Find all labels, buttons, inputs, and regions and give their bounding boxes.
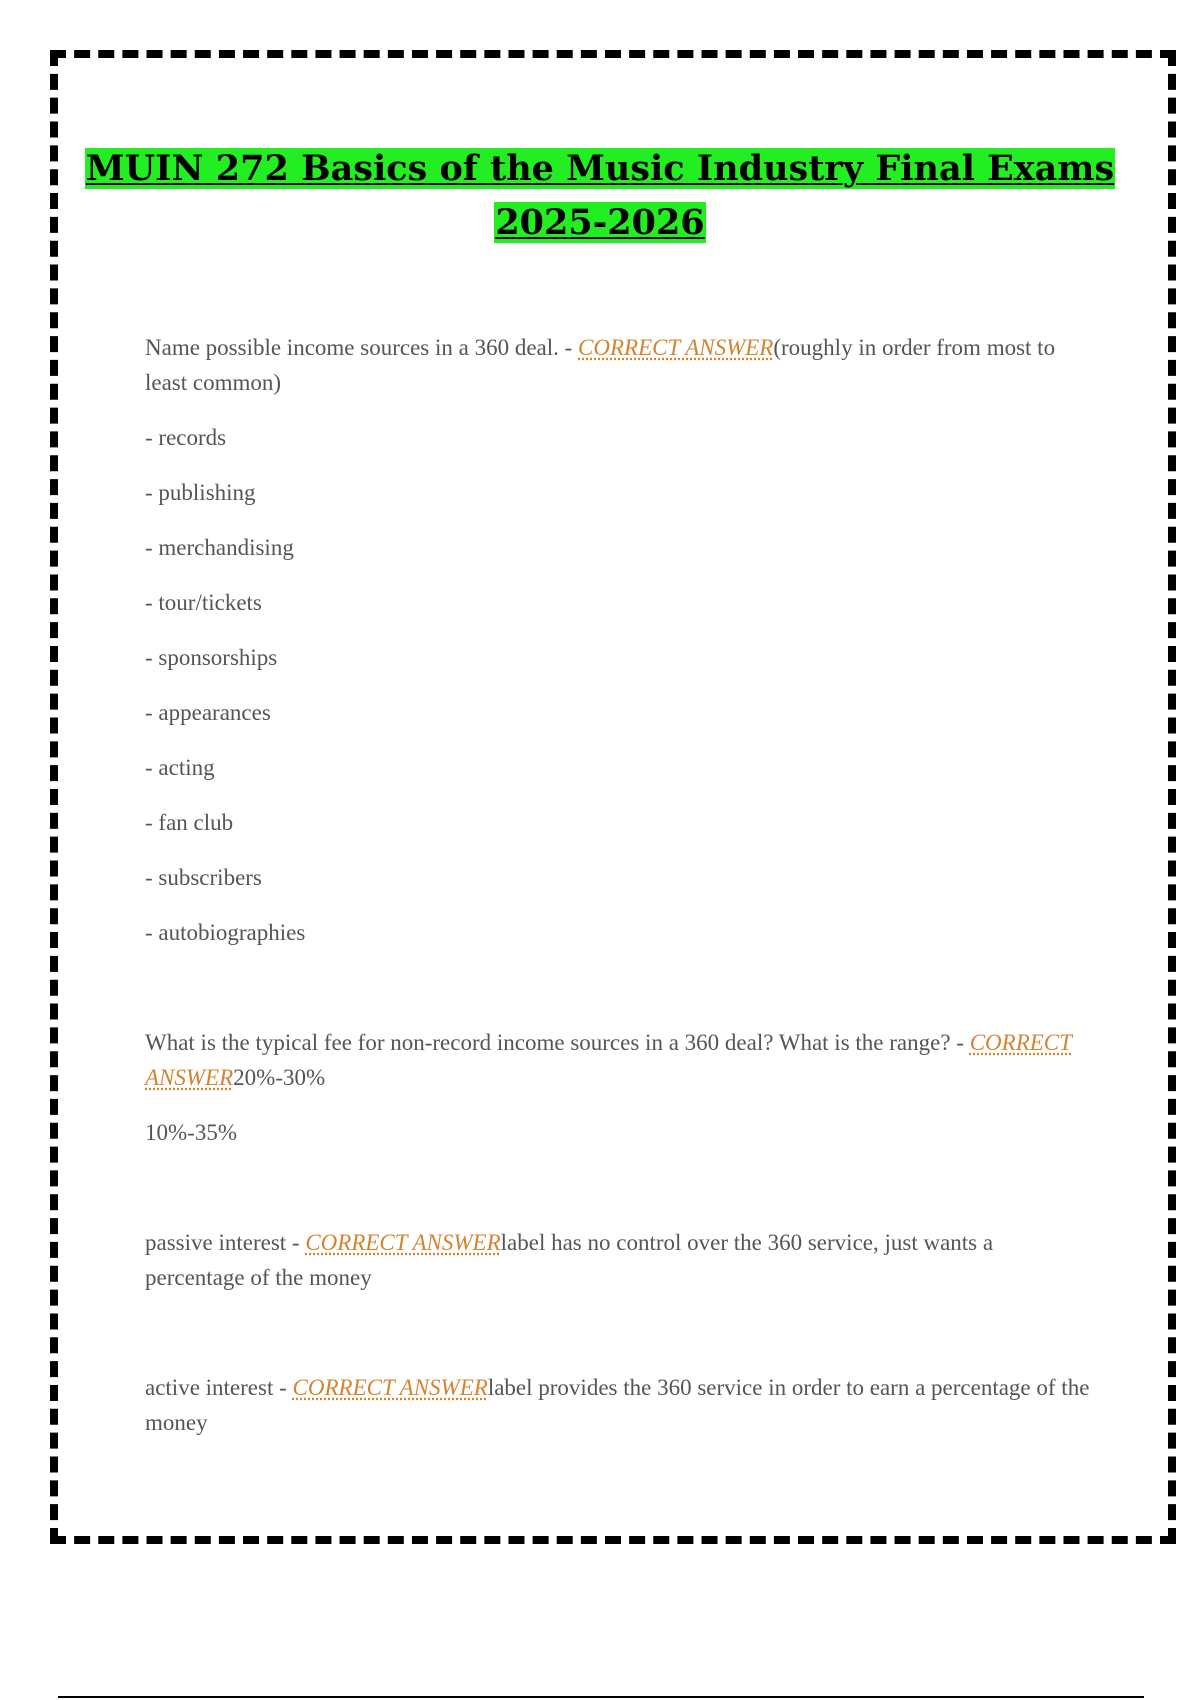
spacer	[145, 1315, 1095, 1370]
question-4	[145, 1370, 1095, 1440]
question-3	[145, 1225, 1095, 1295]
spacer	[145, 1170, 1095, 1225]
list-item: - merchandising	[145, 535, 294, 560]
list-item: - publishing	[145, 480, 256, 505]
question-1-text: Name possible income sources in a 360 deal. -	[145, 335, 579, 360]
list-item: - fan club	[145, 810, 234, 835]
question-2	[145, 1025, 1095, 1095]
list-item: - sponsorships	[145, 645, 278, 670]
question-4-text: active interest -	[145, 1375, 293, 1400]
question-1	[145, 330, 1095, 400]
title-line-1: MUIN 272 Basics of the Music Industry Final Exams	[85, 148, 1115, 189]
answer-4-text: label provides the 360 service in order to earn a percentage of the money	[145, 1375, 1090, 1435]
correct-answer-label: CORRECT ANSWER	[578, 335, 774, 360]
list-item: - acting	[145, 755, 215, 780]
question-3-text: passive interest -	[145, 1230, 306, 1255]
list-item: - autobiographies	[145, 920, 306, 945]
correct-answer-label: CORRECT ANSWER	[305, 1230, 501, 1255]
list-item: - tour/tickets	[145, 590, 262, 615]
answer-3-text: label has no control over the 360 service, just wants a percentage of the money	[145, 1230, 994, 1290]
list-item: - appearances	[145, 700, 271, 725]
footer-rule	[58, 1696, 1144, 1698]
list-item: - records	[145, 425, 227, 450]
question-2-text: What is the typical fee for non-record income sources in a 360 deal? What is the range? -	[145, 1030, 970, 1055]
list-item: - subscribers	[145, 865, 262, 890]
answer-2-text: 20%-30%	[233, 1065, 326, 1090]
document-title	[0, 142, 1200, 250]
list-item: 10%-35%	[145, 1120, 237, 1145]
answer-1-text: (roughly in order from most to least common)	[145, 335, 1056, 395]
correct-answer-label: CORRECT ANSWER	[292, 1375, 488, 1400]
spacer	[145, 970, 1095, 1025]
correct-answer-label: CORRECT ANSWER	[145, 1030, 1072, 1090]
qa-content	[145, 330, 1095, 1460]
title-line-2: 2025-2026	[495, 202, 705, 243]
